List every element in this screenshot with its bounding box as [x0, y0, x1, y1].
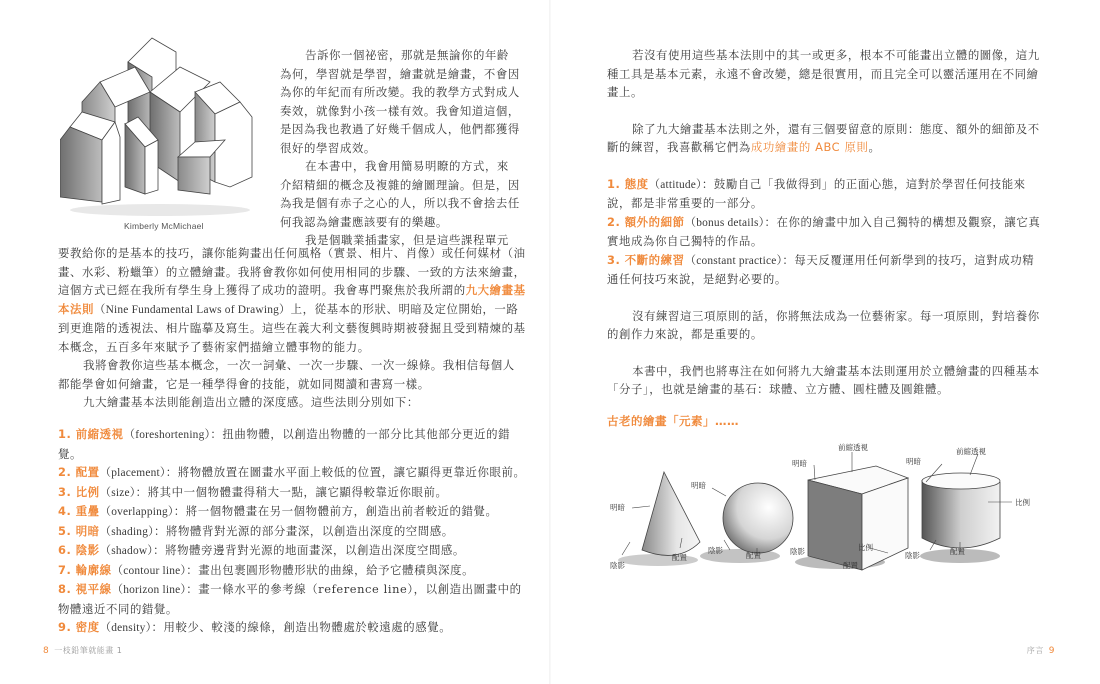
body-paragraph-continuation	[58, 244, 526, 356]
law-english: （density）	[99, 622, 152, 634]
law-term: 輪廓線	[75, 562, 112, 577]
law-english: （shading）	[99, 525, 154, 538]
law-english: （size）	[99, 486, 136, 499]
law-item	[58, 541, 526, 561]
law-description: ：將其中一個物體畫得稍大一點，讓它顯得較靠近你眼前。	[135, 484, 448, 499]
cube-label-placement: 配置	[843, 561, 858, 570]
law-number: 6.	[58, 543, 72, 557]
right-paragraph-1: 若沒有使用這些基本法則中的其一或更多，根本不可能畫出立體的圖像，這九種工具是基本元素，永遠不會改變，總是很實用，而且完全可以靈活運用在不同繪畫上。	[607, 48, 1040, 99]
houses-sketch-illustration	[60, 22, 270, 217]
body-text: 。	[868, 140, 881, 154]
law-item	[58, 483, 526, 503]
cube-label-foreshortening: 前縮透視	[838, 443, 868, 452]
law-description: ：畫一條水平的參考線（reference line），以創造出圖畫中的物體遠近不同的錯覺。	[58, 582, 522, 616]
law-term: 比例	[75, 484, 100, 499]
section-name: 序言	[1026, 646, 1044, 655]
sphere-label-shading: 明暗	[691, 481, 706, 490]
abc-number: 1.	[607, 176, 621, 191]
abc-item	[607, 251, 1045, 289]
law-term: 配置	[75, 465, 100, 479]
sphere-label-shadow: 陰影	[708, 546, 723, 555]
law-term: 視平線	[75, 582, 112, 596]
law-english: （horizon line）	[111, 584, 187, 596]
cone-label-shadow: 陰影	[610, 561, 625, 570]
law-description: ：將物體放置在圖畫水平面上較低的位置，讓它顯得更靠近你眼前。	[165, 465, 526, 479]
law-term: 陰影	[75, 543, 100, 557]
cone-label-shading: 明暗	[610, 503, 625, 512]
intro-paragraph-1: 告訴你一個祕密，那就是無論你的年齡為何，學習就是學習，繪畫就是繪畫，不會因為你的年紀而有所改變。我的教學方式對成人奏效，就像對小孩一樣有效。我會知道這個，是因為我也教過了好幾千個成人，他們都獲得很好的學習成效。	[280, 48, 520, 155]
law-number: 8.	[58, 582, 72, 596]
law-description: ：扭曲物體，以創造出物體的一部分比其他部分更近的錯覺。	[58, 427, 511, 461]
laws-intro-paragraph: 九大繪畫基本法則能創造出立體的深度感。這些法則分別如下：	[83, 395, 419, 409]
law-number: 3.	[58, 484, 72, 499]
abc-description: ：每天反覆運用任何新學到的技巧，這對成功精通任何技巧來說，是絕對必要的。	[607, 252, 1035, 286]
law-description: ：用較少、較淺的線條，創造出物體處於較遠處的感覺。	[151, 620, 452, 634]
book-title: 一枝鉛筆就能畫 1	[54, 646, 123, 655]
law-item	[58, 618, 526, 638]
right-paragraph-4: 本書中，我們也將專注在如何將九大繪畫基本法則運用於立體繪畫的四種基本「分子」，也就是繪畫的基石：球體、立方體、圓柱體及圓錐體。	[607, 363, 1040, 396]
law-description: ：畫出包裹圓形物體形狀的曲線，給予它體積與深度。	[186, 562, 475, 577]
law-item	[58, 463, 526, 483]
body-text-column	[58, 244, 526, 412]
law-description: ：將物體旁邊背對光源的地面畫深，以創造出深度空間感。	[153, 543, 465, 557]
cylinder-label-shading: 明暗	[906, 457, 921, 466]
cube-label-size: 比例	[858, 543, 873, 552]
elements-section-title: 古老的繪畫「元素」……	[607, 414, 739, 428]
abc-number: 3.	[607, 252, 621, 267]
law-english: （contour line）	[111, 564, 187, 577]
right-paragraph-2	[607, 120, 1045, 157]
abc-term: 額外的細節	[624, 214, 685, 229]
law-term: 明暗	[75, 523, 100, 538]
cube-label-shadow: 陰影	[790, 547, 805, 556]
cylinder-label-foreshortening: 前縮透視	[956, 447, 986, 456]
page-number: 8	[43, 646, 50, 656]
nine-laws-highlight: 九大繪畫基本法則	[58, 283, 526, 316]
right-paragraph-3: 沒有練習這三項原則的話，你將無法成為一位藝術家。每一項原則，對培養你的創作力來說，都是重要的。	[607, 308, 1040, 341]
abc-term: 態度	[624, 176, 649, 191]
cylinder-label-placement: 配置	[950, 547, 965, 556]
teach-paragraph: 我將會教你這些基本概念，一次一詞彙、一次一步驟、一次一線條。我相信每個人都能學會如何繪畫，它是一種學得會的技能，就如同閱讀和書寫一樣。	[58, 358, 515, 391]
abc-english: （constant practice）	[684, 254, 783, 267]
abc-description: ：鼓勵自己「我做得到」的正面心態，這對於學習任何技能來說，都是非常重要的一部分。	[607, 176, 1026, 210]
law-number: 9.	[58, 620, 72, 634]
law-item	[58, 502, 526, 522]
law-description: ：將物體背對光源的部分畫深，以創造出深度的空間感。	[154, 523, 454, 538]
shapes-sketch-illustration	[600, 430, 1060, 580]
abc-term: 不斷的練習	[624, 252, 685, 267]
law-english: （overlapping）	[99, 506, 174, 518]
cylinder-label-size: 比例	[1015, 498, 1030, 507]
cube-label-shading: 明暗	[792, 459, 807, 468]
abc-description: ：在你的繪畫中加入自己獨特的構想及觀察，讓它真實地成為你自己獨特的作品。	[607, 214, 1041, 248]
page-number: 9	[1048, 646, 1055, 656]
sphere-label-placement: 配置	[746, 551, 761, 560]
law-english: （shadow）	[99, 545, 154, 557]
nine-laws-english: （Nine Fundamental Laws of Drawing）	[93, 303, 291, 316]
abc-item	[607, 213, 1045, 251]
four-elements-diagram	[600, 430, 1060, 580]
law-item	[58, 561, 526, 581]
law-english: （placement）	[99, 467, 166, 479]
law-number: 7.	[58, 562, 72, 577]
right-text-column	[607, 46, 1045, 399]
abc-item	[607, 175, 1045, 213]
law-number: 1.	[58, 427, 72, 441]
nine-laws-list	[58, 425, 526, 638]
abc-number: 2.	[607, 214, 621, 229]
intro-paragraph-3-start: 我是個職業插畫家，但是這些課程單元	[305, 233, 509, 247]
body-text: 要教給你的是基本的技巧，讓你能夠畫出任何風格（實景、相片、肖像）或任何媒材（油畫、水彩、粉蠟筆）的立體繪畫。我將會教你如何使用相同的步驟、一致的方法來繪畫，這個方式已經在我所有學生身上獲得了成功的證明。我會專門聚焦於我所謂的	[58, 246, 526, 297]
abc-english: （attitude）	[648, 178, 702, 191]
law-number: 4.	[58, 504, 72, 518]
body-text: 上，從基本的形狀、明暗及定位開始，一路到更進階的透視法、相片臨摹及寫生。這些在義大利文藝復興時期被發掘且受到精煉的基本概念，五百多年來賦予了藝術家們描繪立體事物的能力。	[58, 301, 526, 354]
illustration-caption: Kimberly McMichael	[124, 221, 204, 231]
abc-english: （bonus details）	[684, 216, 765, 229]
law-number: 2.	[58, 465, 72, 479]
law-item	[58, 522, 526, 542]
law-number: 5.	[58, 523, 72, 538]
body-text: 除了九大繪畫基本法則之外，還有三個要留意的原則：態度、額外的細節及不斷的練習，我喜歡稱它們為	[607, 121, 1040, 154]
abc-principles-highlight: 成功繪畫的 ABC 原則	[750, 140, 869, 154]
law-term: 密度	[75, 620, 100, 634]
left-page-footer	[38, 645, 122, 656]
cone-label-placement: 配置	[672, 553, 687, 562]
law-description: ：將一個物體畫在另一個物體前方，創造出前者較近的錯覺。	[173, 504, 498, 518]
abc-principles-list	[607, 175, 1045, 289]
law-item	[58, 425, 526, 463]
law-term: 前縮透視	[75, 427, 124, 441]
law-english: （foreshortening）	[123, 429, 211, 441]
law-item	[58, 580, 526, 618]
intro-paragraph-2: 在本書中，我會用簡易明瞭的方式，來介紹精細的概念及複雜的繪圖理論。但是，因為我是個有赤子之心的人，所以我不會捨去任何我認為繪畫應該要有的樂趣。	[280, 159, 520, 229]
cylinder-label-shadow: 陰影	[905, 551, 920, 560]
law-term: 重疊	[75, 504, 100, 518]
right-page-footer	[1027, 645, 1060, 656]
intro-text-column	[280, 46, 520, 250]
